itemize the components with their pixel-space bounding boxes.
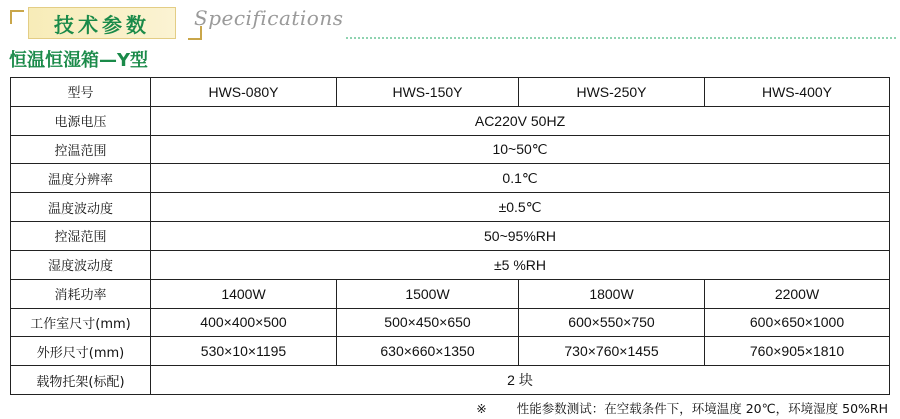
- product-subtitle: 恒温恒湿箱—Y型: [9, 50, 149, 71]
- section-title: 技术参数: [28, 7, 176, 39]
- table-cell: 600×550×750: [519, 308, 705, 337]
- table-cell: 600×650×1000: [705, 308, 890, 337]
- section-header: [6, 2, 896, 44]
- table-cell: 1800W: [519, 279, 705, 308]
- section-title-en: Specifications: [194, 6, 344, 30]
- table-cell: HWS-400Y: [705, 78, 890, 107]
- table-cell: ±5 %RH: [151, 250, 890, 279]
- table-cell: 400×400×500: [151, 308, 337, 337]
- table-row: [11, 279, 890, 308]
- row-label: 载物托架(标配): [11, 366, 151, 395]
- table-cell: 760×905×1810: [705, 337, 890, 366]
- row-label: 消耗功率: [11, 279, 151, 308]
- footnote-text: 性能参数测试：在空载条件下，环境温度 20℃，环境湿度 50%RH: [516, 401, 888, 416]
- table-row: [11, 106, 890, 135]
- table-row: [11, 135, 890, 164]
- table-cell: ±0.5℃: [151, 193, 890, 222]
- table-cell: 730×760×1455: [519, 337, 705, 366]
- table-row: [11, 193, 890, 222]
- row-label: 控温范围: [11, 135, 151, 164]
- spec-table: [10, 77, 890, 395]
- row-label: 控湿范围: [11, 222, 151, 251]
- table-cell: HWS-250Y: [519, 78, 705, 107]
- table-row: [11, 164, 890, 193]
- table-cell: AC220V 50HZ: [151, 106, 890, 135]
- reference-mark: ※: [476, 401, 487, 416]
- row-label: 外形尺寸(mm): [11, 337, 151, 366]
- table-row: [11, 222, 890, 251]
- table-cell: 2 块: [151, 366, 890, 395]
- row-label: 温度波动度: [11, 193, 151, 222]
- table-header-row: [11, 78, 890, 107]
- row-label: 温度分辨率: [11, 164, 151, 193]
- table-cell: 530×10×1195: [151, 337, 337, 366]
- table-cell: 1400W: [151, 279, 337, 308]
- table-row: [11, 250, 890, 279]
- footnote: [476, 399, 888, 417]
- row-label: 型号: [11, 78, 151, 107]
- table-row: [11, 308, 890, 337]
- table-cell: 50~95%RH: [151, 222, 890, 251]
- table-cell: 500×450×650: [337, 308, 519, 337]
- table-row: [11, 337, 890, 366]
- table-cell: 630×660×1350: [337, 337, 519, 366]
- row-label: 工作室尺寸(mm): [11, 308, 151, 337]
- table-cell: HWS-150Y: [337, 78, 519, 107]
- table-cell: 1500W: [337, 279, 519, 308]
- corner-ornament: [10, 10, 24, 24]
- row-label: 湿度波动度: [11, 250, 151, 279]
- table-row: [11, 366, 890, 395]
- table-cell: 2200W: [705, 279, 890, 308]
- dotted-divider: [346, 37, 896, 39]
- row-label: 电源电压: [11, 106, 151, 135]
- table-cell: 10~50℃: [151, 135, 890, 164]
- table-cell: HWS-080Y: [151, 78, 337, 107]
- table-cell: 0.1℃: [151, 164, 890, 193]
